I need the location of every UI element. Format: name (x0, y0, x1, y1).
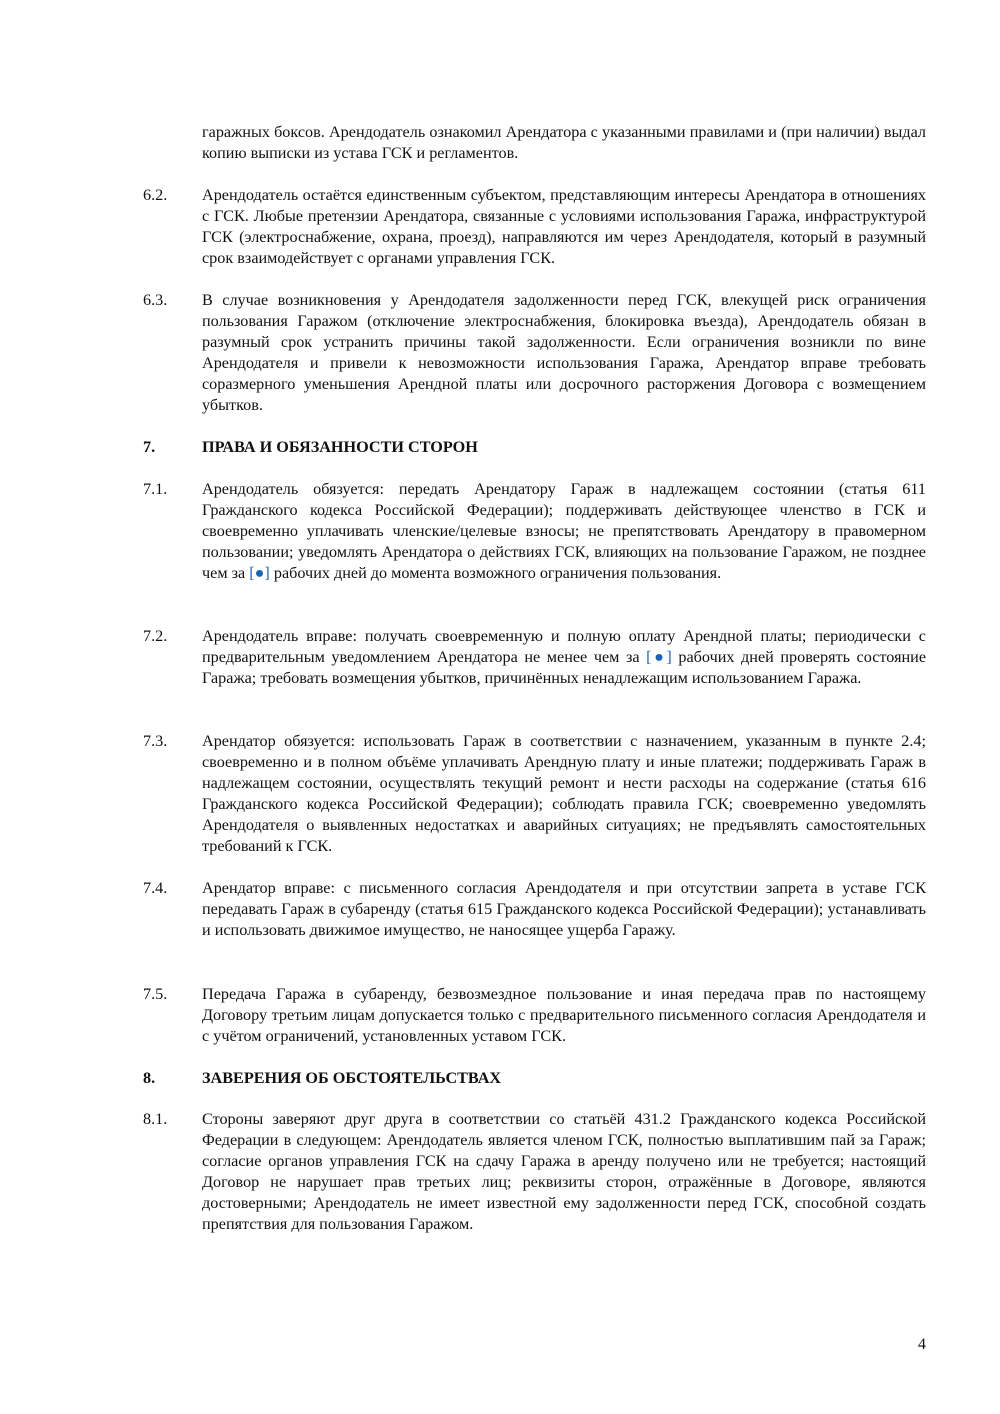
clause-text-part: рабочих дней проверять состояние Гаража; требовать возмещения убытков, причинённых ненадлежащим использованием Гаража. (202, 648, 927, 687)
clause-text (202, 479, 926, 584)
clause-text: Передача Гаража в субаренду, безвозмездное пользование и иная передача прав по настоящему Договору третьим лицам допускается только с предварительного письменного согласия Арендодателя и с учётом ограничений, установленных уставом ГСК. (202, 985, 926, 1045)
clause-text-part: рабочих дней до момента возможного ограничения пользования. (273, 564, 722, 582)
clause-text: гаражных боксов. Арендодатель ознакомил Арендатора с указанными правилами и (при наличии) выдал копию выписки из устава ГСК и регламентов. (202, 123, 926, 162)
clause-text: Арендодатель остаётся единственным субъектом, представляющим интересы Арендатора в отношениях с ГСК. Любые претензии Арендатора, связанные с условиями использования Гаража, инфраструктурой ГСК (электроснабжение, охрана, проезд), направляются им через Арендодателя, который в разумный срок взаимодействует с органами управления ГСК. (202, 186, 926, 267)
clause-number: 7.4. (143, 879, 168, 897)
clause-text-part: Арендодатель вправе: получать своевременную и полную оплату Арендной платы; периодически с предварительным уведомлением Арендатора не менее чем за (202, 627, 926, 666)
clause-text: Стороны заверяют друг друга в соответствии со статьёй 431.2 Гражданского кодекса Российской Федерации в следующем: Арендодатель является членом ГСК, полностью выплатившим пай за Гараж; согласие органов управления ГСК на сдачу Гаража в аренду получено или не требуется; настоящий Договор не нарушает прав третьих лиц; реквизиты сторон, отражённые в Договоре, являются достоверными; Арендодатель не имеет известной ему задолженности перед ГСК, способной создать препятствия для пользования Гаражом. (202, 1110, 926, 1233)
section-number: 8. (143, 1069, 156, 1087)
clause-text: Арендатор обязуется: использовать Гараж в соответствии с назначением, указанным в пункте 2.4; своевременно и в полном объёме уплачивать Арендную плату и иные платежи; поддерживать Гараж в надлежащем состоянии, осуществлять текущий ремонт и нести расходы на содержание (статья 616 Гражданского кодекса Российской Федерации); соблюдать правила ГСК; своевременно уведомлять Арендодателя о выявленных недостатках и аварийных ситуациях; не предъявлять самостоятельных требований к ГСК. (202, 732, 926, 855)
section-title: ЗАВЕРЕНИЯ ОБ ОБСТОЯТЕЛЬСТВАХ (202, 1069, 502, 1087)
clause-text: Арендатор вправе: с письменного согласия Арендодателя и при отсутствии запрета в уставе ГСК передавать Гараж в субаренду (статья 615 Гражданского кодекса Российской Федерации); устанавливать и использовать движимое имущество, не наносящее ущерба Гаражу. (202, 879, 926, 939)
placeholder-marker: [●] (646, 648, 672, 666)
page-number: 4 (917, 1335, 926, 1353)
clause-text: В случае возникновения у Арендодателя задолженности перед ГСК, влекущей риск ограничения пользования Гаражом (отключение электроснабжения, блокировка въезда), Арендодатель обязан в разумный срок устранить причины такой задолженности. Если ограничения возникли по вине Арендодателя и привели к невозможности использования Гаража, Арендатор вправе требовать соразмерного уменьшения Арендной платы или досрочного расторжения Договора с возмещением убытков. (202, 291, 926, 414)
clause-number: 7.5. (143, 985, 168, 1003)
clause-number: 6.2. (143, 186, 168, 204)
clause-text (202, 626, 926, 689)
section-number: 7. (143, 438, 156, 456)
section-title: ПРАВА И ОБЯЗАННОСТИ СТОРОН (202, 438, 478, 456)
clause-number: 6.3. (143, 291, 168, 309)
clause-number: 7.3. (143, 732, 168, 750)
clause-number: 7.1. (143, 480, 168, 498)
placeholder-marker: [●] (249, 564, 270, 582)
clause-text-part: Арендодатель обязуется: передать Арендатору Гараж в надлежащем состоянии (статья 611 Гражданского кодекса Российской Федерации); поддерживать действующее членство в ГСК и своевременно уплачивать членские/целевые взносы; не препятствовать Арендатору в правомерном пользовании; уведомлять Арендатора о действиях ГСК, влияющих на пользование Гаражом, не позднее чем за (202, 480, 926, 582)
clause-number: 7.2. (143, 627, 168, 645)
clause-number: 8.1. (143, 1110, 168, 1128)
